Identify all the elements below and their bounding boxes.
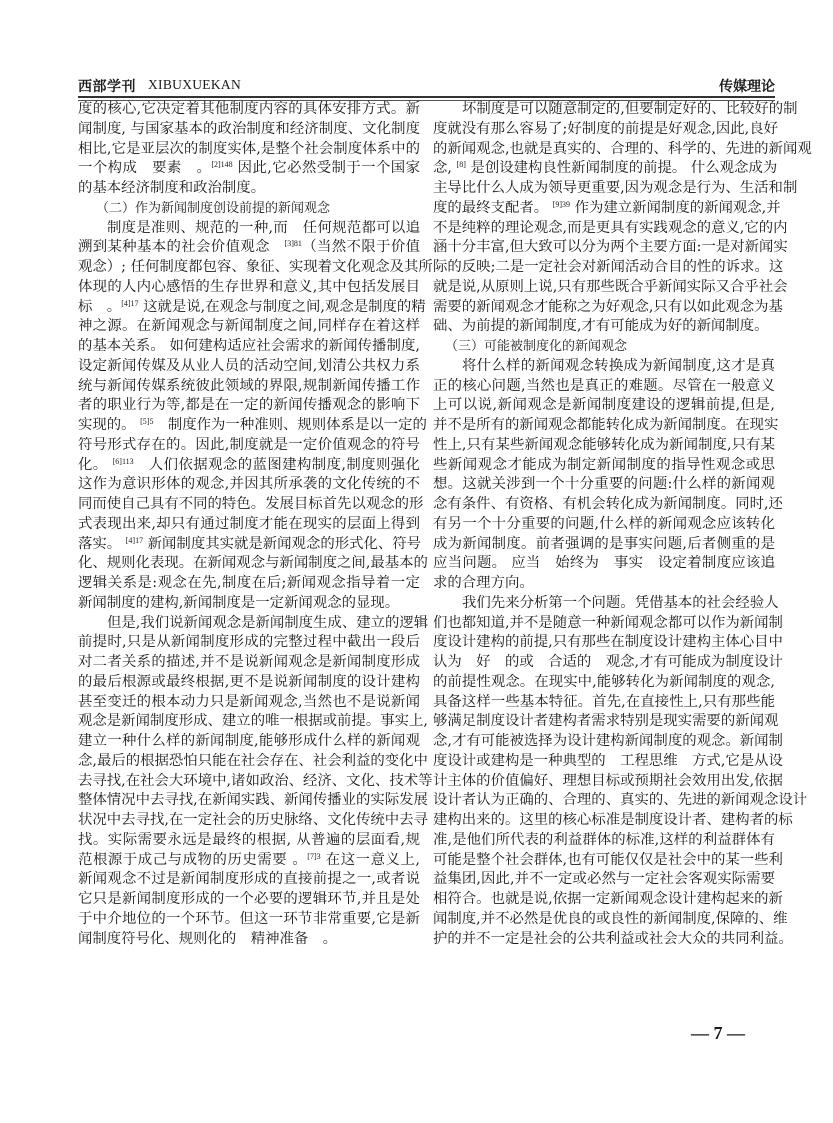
line-text: 不是纯粹的理论观念,而是更具有实践观念的意义,它的内: [433, 219, 788, 236]
line-text: 涵十分丰富,但大致可以分为两个主要方面:一是对新闻实: [433, 239, 788, 256]
line-text: 具备这样一些基本特征。首先,在直接性上,只有那些能: [433, 693, 775, 710]
line-text: 神之源。在新闻观念与新闻制度之间,同样存在着这样: [78, 318, 420, 335]
line-text: 建立一种什么样的新闻制度,能够形成什么样的新闻观: [78, 733, 420, 749]
line-text: 求的合理方向。: [433, 575, 534, 591]
line-text: 标 。: [78, 298, 122, 315]
text-line: [78, 752, 428, 772]
line-text: 计主体的价值偏好、理想目标或预期社会效用出发,依据: [433, 772, 783, 789]
text-line: [78, 831, 420, 851]
text-line: [78, 258, 433, 278]
line-text: 度设计建构的前提,只有那些在制度设计建构主体心目中: [433, 634, 783, 651]
text-line: [78, 594, 420, 614]
text-line: [433, 574, 775, 594]
line-text: 式表现出来,却只有通过制度才能在现实的层面上得到: [78, 515, 420, 532]
text-line: [433, 140, 812, 160]
line-text: 化、规则化表现。在新闻观念与新闻制度之间,最基本的: [78, 555, 428, 572]
line-text: 建构出来的。这里的核心标准是制度设计者、建构者的标: [433, 812, 793, 828]
line-text: 者的职业行为等,都是在一定的新闻传播观念的影响下: [78, 397, 420, 414]
line-text: 可能是整个社会群体,也有可能仅仅是社会中的某一些利: [433, 851, 783, 868]
line-text: 新闻制度的建构,新闻制度是一定新闻观念的显现。: [78, 594, 400, 611]
line-text-cont: 作为建立新闻制度的新闻观念,并: [570, 199, 781, 216]
line-text: 化。: [78, 456, 113, 473]
text-line: [78, 693, 420, 713]
journal-name-en: XIBUXUEKAN: [148, 77, 241, 92]
text-line: [78, 535, 420, 555]
line-text: 念,: [433, 160, 457, 177]
text-line: [78, 219, 420, 239]
text-line: [433, 614, 783, 634]
text-line: [433, 258, 784, 278]
section-title: 传媒理论: [719, 79, 775, 95]
text-line: [433, 396, 775, 416]
text-line: [78, 712, 428, 732]
line-text-cont: 制度作为一种准则、规则体系是以一定的: [153, 417, 427, 433]
line-text: 度的核心,它决定着其他制度内容的具体安排方式。新: [78, 101, 420, 117]
citation-ref: [4]17: [121, 298, 139, 308]
text-line: [78, 179, 420, 199]
text-line: [433, 870, 775, 890]
line-text: 认为 好 的或 合适的 观念,才有可能成为制度设计: [433, 654, 783, 670]
journal-name: 西部学刊: [78, 79, 136, 95]
text-line: [78, 495, 424, 515]
text-line: [433, 238, 788, 258]
line-text: 闻制度,并不必然是优良的或良性的新闻制度,保障的、维: [433, 910, 788, 927]
text-line: [433, 377, 775, 397]
right-column: [433, 100, 812, 949]
text-line: [78, 910, 420, 930]
line-text: 设计者认为正确的、合理的、真实的、先进的新闻观念设计: [433, 792, 808, 809]
line-text: 符号形式存在的。因此,制度就是一定价值观念的符号: [78, 436, 420, 453]
text-line: [78, 633, 420, 653]
line-text: 些新闻观念才能成为制定新闻制度的指导性观念或思: [433, 456, 775, 473]
text-line: [433, 298, 783, 318]
text-line: [78, 357, 420, 377]
line-text: 我们先来分析第一个问题。凭借基本的社会经验人: [462, 594, 779, 611]
text-line: [78, 890, 420, 910]
line-text: 度的最终支配者。: [433, 199, 553, 216]
text-line: [433, 475, 775, 495]
line-text-cont: 是创设建构良性新闻制度的前提。 什么观念成为: [465, 160, 778, 177]
line-text-cont: （当然不限于价值: [301, 239, 420, 256]
line-text: 的基本关系。 如何建构适应社会需求的新闻传播制度,: [78, 338, 420, 354]
line-text: 甚至变迁的根本动力只是新闻观念,当然也不是说新闻: [78, 693, 420, 710]
text-line: [433, 693, 775, 713]
line-text: 一个构成 要素 。: [78, 160, 212, 177]
text-line: [78, 515, 420, 535]
line-text: 就是说,从原则上说,只有那些既合乎新闻实际又合乎社会: [433, 278, 788, 295]
text-line: [78, 436, 420, 456]
line-text: 将什么样的新闻观念转换成为新闻制度,这才是真: [462, 357, 775, 374]
line-text-cont: 在这一意义上,: [320, 851, 420, 868]
line-text: 统与新闻传媒系统彼此领域的界限,规制新闻传播工作: [78, 377, 420, 394]
citation-ref: [7]3: [307, 851, 321, 861]
text-line: [433, 317, 775, 337]
text-line: [433, 772, 783, 792]
line-text: 的基本经济制度和政治制度。: [78, 180, 266, 196]
line-text: 度就没有那么容易了;好制度的前提是好观念,因此,良好: [433, 120, 778, 137]
text-line: [433, 890, 783, 910]
text-line: [433, 594, 779, 614]
line-text: 前提时,只是从新闻制度形成的完整过程中截出一段后: [78, 634, 420, 651]
text-line: [433, 791, 808, 811]
text-line: [78, 554, 428, 574]
line-text: 溯到某种基本的社会价值观念: [78, 239, 285, 256]
text-line: [433, 278, 788, 298]
text-line: [433, 515, 775, 535]
left-column: [78, 100, 433, 949]
line-text: （三）可能被制度化的新闻观念: [445, 339, 628, 354]
header-rule-thick: [78, 96, 775, 98]
line-text: 制度是准则、规范的一种,而 任何规范都可以追: [107, 219, 420, 236]
text-line: [433, 673, 775, 693]
citation-ref: [9]39: [552, 199, 571, 209]
running-header: [78, 76, 775, 96]
line-text: 主导比什么人成为领导更重要,因为观念是行为、生活和制: [433, 180, 798, 196]
line-text: 想。这就关涉到一个十分重要的问题:什么样的新闻观: [433, 476, 775, 493]
text-line: [433, 199, 781, 219]
line-text: 们也都知道,并不是随意一种新闻观念都可以作为新闻制: [433, 614, 783, 631]
line-text: 性上,只有某些新闻观念能够转化成为新闻制度,只有某: [433, 436, 775, 453]
text-line: [433, 910, 788, 930]
line-text: 念,最后的根据恐怕只能在社会存在、社会利益的变化中: [78, 752, 428, 769]
text-line: [78, 456, 420, 476]
line-text: 够满足制度设计者建构者需求特别是现实需要的新闻观: [433, 713, 779, 730]
text-line: [78, 140, 420, 160]
line-text: 闻制度符号化、规则化的 精神准备 。: [78, 930, 338, 947]
text-line: [78, 772, 433, 792]
line-text: 逻辑关系是:观念在先,制度在后;新闻观念指导着一定: [78, 575, 420, 591]
text-line: [433, 732, 783, 752]
line-text: 成为新闻制度。前者强调的是事实问题,后者侧重的是: [433, 535, 775, 552]
text-line: [433, 811, 793, 831]
line-text: 这作为意识形体的观念,并因其所承袭的文化传统的不: [78, 476, 420, 493]
text-line: [433, 436, 775, 456]
line-text: 体现的人内心感悟的生存世界和意义,其中包括发展目: [78, 278, 420, 295]
text-line: [78, 811, 428, 831]
section-heading: [433, 337, 775, 357]
line-text: 去寻找,在社会大环境中,诸如政治、经济、文化、技术等: [78, 772, 433, 789]
line-text: 观念）; 任何制度都包容、象征、实现着文化观念及其所: [78, 259, 433, 275]
line-text: 的前提性观念。在现实中,能够转化为新闻制度的观念,: [433, 673, 775, 690]
line-text: 际的反映;二是一定社会对新闻活动合目的性的诉求。这: [433, 259, 784, 275]
line-text: 正的核心问题,当然也是真正的难题。尽管在一般意义: [433, 377, 775, 394]
text-line: [78, 673, 420, 693]
text-line: [433, 456, 775, 476]
line-text: 上可以说,新闻观念是新闻制度建设的逻辑前提,但是,: [433, 397, 775, 414]
text-line: [78, 614, 429, 634]
text-line: [78, 159, 420, 179]
text-line: [433, 653, 783, 673]
text-line: [78, 317, 420, 337]
text-line: [433, 930, 793, 950]
text-line: [78, 377, 420, 397]
line-text: 设定新闻传媒及从业人员的活动空间,划清公共权力系: [78, 357, 420, 374]
line-text: 但是,我们说新闻观念是新闻制度生成、建立的逻辑: [107, 614, 429, 631]
line-text: 落实。: [78, 535, 126, 552]
text-line: [433, 712, 779, 732]
text-line: [78, 278, 420, 298]
line-text: 实现的。: [78, 417, 141, 433]
text-line: [433, 179, 798, 199]
line-text: （二）作为新闻制度创设前提的新闻观念: [96, 200, 331, 216]
text-line: [78, 574, 420, 594]
line-text: 对二者关系的描述,并不是说新闻观念是新闻制度形成: [78, 654, 420, 670]
citation-ref: [6]113: [112, 456, 134, 466]
text-line: [78, 298, 426, 318]
line-text: 它只是新闻制度形成的一个必要的逻辑环节,并且是处: [78, 891, 420, 907]
line-text: 整体情况中去寻找,在新闻实践、新闻传播业的实际发展: [78, 792, 428, 809]
text-line: [433, 219, 788, 239]
line-text: 的最后根源或最终根据,更不是说新闻制度的设计建构: [78, 673, 420, 690]
text-line: [433, 535, 775, 555]
line-text-cont: 因此,它必然受制于一个国家: [232, 160, 420, 177]
line-text: 础、为前提的新闻制度,才有可能成为好的新闻制度。: [433, 318, 769, 335]
text-line: [78, 851, 420, 871]
text-line: [433, 100, 798, 120]
line-text: 相符合。也就是说,依据一定新闻观念设计建构起来的新: [433, 891, 783, 907]
line-text-cont: 人们依据观念的蓝图建构制度,制度则强化: [133, 456, 420, 473]
text-line: [433, 554, 775, 574]
citation-ref: [3]81: [284, 239, 302, 249]
line-text: 同而使自己具有不同的特色。发展目标首先以观念的形: [78, 496, 424, 512]
line-text: 需要的新闻观念才能称之为好观念,只有以如此观念为基: [433, 298, 783, 315]
line-text: 范根源于成己与成物的历史需要 。: [78, 851, 308, 868]
text-line: [78, 100, 420, 120]
citation-ref: [2]148: [211, 160, 233, 170]
line-text: 找。实际需要永远是最终的根据, 从普遍的层面看,规: [78, 831, 420, 848]
line-text: 观念是新闻制度形成、建立的唯一根据或前提。事实上,: [78, 713, 428, 730]
text-line: [78, 475, 420, 495]
citation-ref: [5]5: [140, 417, 154, 426]
citation-ref: [8]: [456, 160, 466, 170]
line-text: 应当问题。 应当 始终为 事实 设定着制度应该追: [433, 555, 775, 572]
line-text: 念有条件、有资格、有机会转化成为新闻制度。同时,还: [433, 496, 783, 512]
text-line: [78, 791, 428, 811]
text-line: [78, 238, 420, 258]
line-text: 的新闻观念,也就是真实的、合理的、科学的、先进的新闻观: [433, 140, 812, 157]
text-line: [78, 732, 420, 752]
line-text: 相比,它是亚层次的制度实体,是整个社会制度体系中的: [78, 140, 420, 157]
line-text-cont: 新闻制度其实就是新闻观念的形式化、符号: [143, 535, 422, 552]
line-text: 状况中去寻找,在一定社会的历史脉络、文化传统中去寻: [78, 812, 428, 828]
text-line: [78, 870, 420, 890]
line-text: 益集团,因此,并不一定或必然与一定社会客观实际需要: [433, 871, 775, 888]
text-line: [433, 752, 783, 772]
line-text: 闻制度, 与国家基本的政治制度和经济制度、文化制度: [78, 120, 420, 137]
section-heading: [78, 199, 420, 219]
line-text-cont: 这就是说,在观念与制度之间,观念是制度的精: [138, 298, 426, 315]
line-text: 坏制度是可以随意制定的,但要制定好的、比较好的制: [462, 101, 798, 117]
text-line: [78, 416, 427, 436]
line-text: 念,才有可能被选择为设计建构新闻制度的观念。新闻制: [433, 733, 783, 749]
page-number: — 7 —: [691, 1023, 745, 1043]
line-text: 护的并不一定是社会的公共利益或社会大众的共同利益。: [433, 930, 793, 947]
line-text: 准,是他们所代表的利益群体的标准,这样的利益群体有: [433, 831, 775, 848]
citation-ref: [4]17: [125, 535, 144, 545]
text-line: [433, 851, 783, 871]
text-line: [433, 831, 775, 851]
line-text: 新闻观念不过是新闻制度形成的直接前提之一,或者说: [78, 871, 420, 888]
text-line: [433, 495, 783, 515]
text-line: [433, 633, 783, 653]
text-line: [78, 396, 420, 416]
line-text: 并不是所有的新闻观念都能转化成为新闻制度。在现实: [433, 417, 779, 433]
line-text: 于中介地位的一个环节。但这一环节非常重要,它是新: [78, 910, 420, 927]
text-line: [433, 159, 778, 179]
text-line: [78, 930, 420, 950]
line-text: 有另一个十分重要的问题,什么样的新闻观念应该转化: [433, 515, 775, 532]
text-line: [78, 653, 420, 673]
text-line: [78, 337, 420, 357]
text-line: [433, 120, 778, 140]
text-line: [78, 120, 420, 140]
text-line: [433, 357, 775, 377]
text-line: [433, 416, 779, 436]
line-text: 度设计或建构是一种典型的 工程思维 方式,它是从设: [433, 752, 783, 769]
